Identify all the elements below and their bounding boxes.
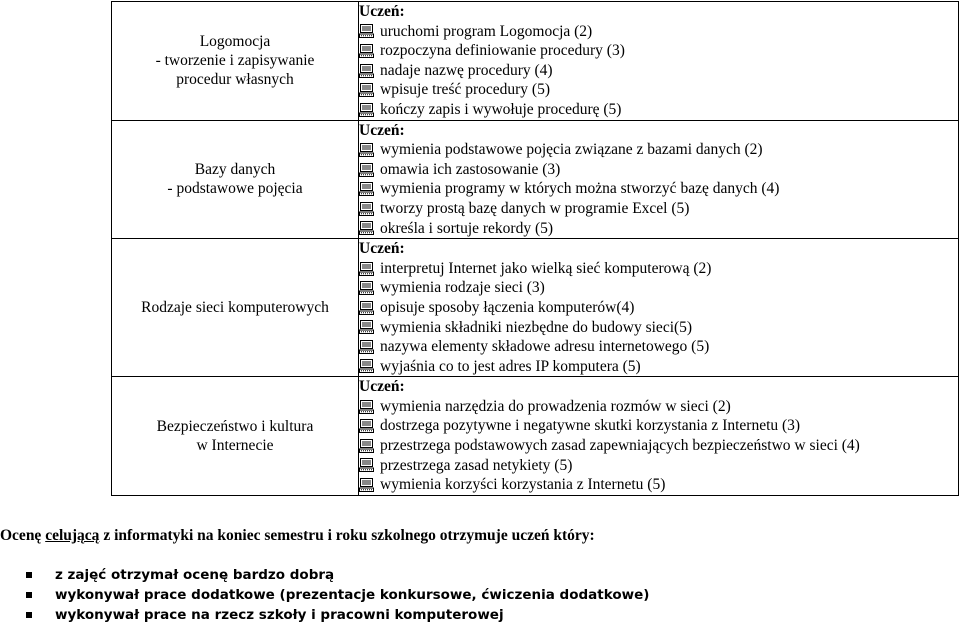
computer-icon (359, 400, 374, 414)
list-item: nazywa elementy składowe adresu internetowego (5) (359, 337, 958, 357)
list-item: przestrzega zasad netykiety (5) (359, 456, 958, 476)
list-item: wykonywał prace dodatkowe (prezentacje konkursowe, ćwiczenia dodatkowe) (26, 585, 649, 605)
topic-line: - tworzenie i zapisywanie (155, 52, 315, 70)
list-item: rozpoczyna definiowanie procedury (3) (359, 41, 958, 61)
computer-icon (359, 143, 374, 157)
computer-icon (359, 301, 374, 315)
computer-icon (359, 83, 374, 97)
list-item: opisuje sposoby łączenia komputerów(4) (359, 298, 958, 318)
content-cell (359, 239, 959, 377)
student-label: Uczeń: (359, 240, 405, 258)
computer-icon (359, 359, 374, 373)
computer-icon (359, 202, 374, 216)
list-item: wymienia korzyści korzystania z Internetu (5) (359, 475, 958, 495)
computer-icon (359, 478, 374, 492)
list-item: określa i sortuje rekordy (5) (359, 219, 958, 239)
list-item: przestrzega podstawowych zasad zapewniających bezpieczeństwo w sieci (4) (359, 436, 958, 456)
topic-line: Bezpieczeństwo i kultura (156, 418, 314, 436)
list-item: wykonywał prace na rzecz szkoły i pracowni komputerowej (26, 605, 649, 625)
topic-cell (112, 2, 359, 121)
list-item: kończy zapis i wywołuje procedurę (5) (359, 100, 958, 120)
list-item: wymienia programy w których można stworzyć bazę danych (4) (359, 179, 958, 199)
topic-line: Logomocja (199, 33, 271, 51)
computer-icon (359, 103, 374, 117)
list-item: z zajęć otrzymał ocenę bardzo dobrą (26, 565, 649, 585)
topic-line: Bazy danych (194, 161, 276, 179)
square-bullet-icon (26, 572, 32, 578)
topic-cell (112, 120, 359, 239)
computer-icon (359, 64, 374, 78)
grade-name: celującą (45, 527, 100, 544)
list-item: tworzy prostą bazę danych w programie Excel (5) (359, 199, 958, 219)
computer-icon (359, 419, 374, 433)
computer-icon (359, 44, 374, 58)
computer-icon (359, 458, 374, 472)
student-label: Uczeń: (359, 3, 405, 20)
requirements-list (26, 565, 649, 625)
list-item: dostrzega pozytywne i negatywne skutki korzystania z Internetu (3) (359, 416, 958, 436)
computer-icon (359, 182, 374, 196)
content-cell (359, 120, 959, 239)
list-item: nadaje nazwę procedury (4) (359, 61, 958, 81)
requirements-table (111, 1, 959, 496)
list-item: wymienia rodzaje sieci (3) (359, 278, 958, 298)
student-label: Uczeń: (359, 121, 405, 139)
list-item: wymienia narzędzia do prowadzenia rozmów w sieci (2) (359, 397, 958, 417)
computer-icon (359, 262, 374, 276)
topic-line: - podstawowe pojęcia (167, 180, 303, 198)
topic-cell (112, 377, 359, 496)
content-cell (359, 2, 959, 121)
computer-icon (359, 340, 374, 354)
topic-cell (112, 239, 359, 377)
topic-line: procedur własnych (176, 71, 294, 89)
topic-line: w Internecie (196, 437, 274, 455)
list-item: omawia ich zastosowanie (3) (359, 160, 958, 180)
computer-icon (359, 221, 374, 235)
list-item: wyjaśnia co to jest adres IP komputera (5) (359, 357, 958, 377)
computer-icon (359, 281, 374, 295)
list-item: wymienia podstawowe pojęcia związane z bazami danych (2) (359, 140, 958, 160)
list-item: interpretuj Internet jako wielką sieć komputerową (2) (359, 259, 958, 279)
grade-statement: Ocenę celującą z informatyki na koniec semestru i roku szkolnego otrzymuje uczeń który: (0, 527, 595, 544)
square-bullet-icon (26, 592, 32, 598)
list-item: uruchomi program Logomocja (2) (359, 22, 958, 42)
square-bullet-icon (26, 612, 32, 618)
list-item: wpisuje treść procedury (5) (359, 80, 958, 100)
list-item: wymienia składniki niezbędne do budowy sieci(5) (359, 318, 958, 338)
content-cell (359, 377, 959, 496)
computer-icon (359, 320, 374, 334)
computer-icon (359, 439, 374, 453)
computer-icon (359, 163, 374, 177)
student-label: Uczeń: (359, 378, 405, 396)
computer-icon (359, 24, 374, 38)
topic-line: Rodzaje sieci komputerowych (141, 299, 329, 317)
